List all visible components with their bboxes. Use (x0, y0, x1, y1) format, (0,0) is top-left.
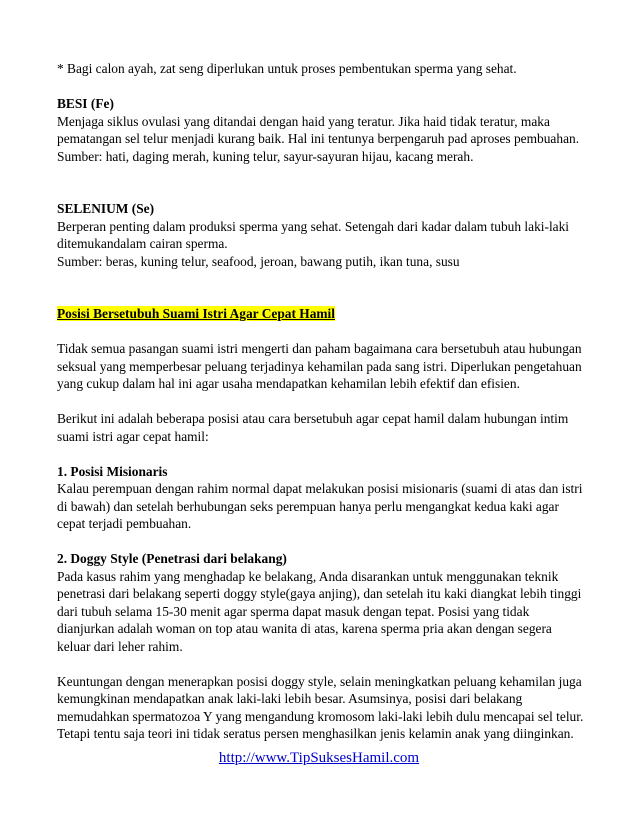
section-para-1: Tidak semua pasangan suami istri mengerti dan paham bagaimana cara bersetubuh atau hubungan seksual yang memperbesar peluang terjadinya kehamilan pada sang istri. Diperlukan pengetahuan yang cukup dalam hal ini agar usaha mendapatkan kehamilan lebih efektif dan efisien. (57, 341, 582, 391)
position-2-body: Pada kasus rahim yang menghadap ke belakang, Anda disarankan untuk menggunakan teknik penetrasi dari belakang seperti doggy style(gaya anjing), dan setelah itu kaki diangkat lebih tinggi dari tubuh selama 15-30 menit agar sperma dapat masuk dengan tepat. Posisi yang tidak dianjurkan adalah woman on top atau wanita di atas, karena sperma pria akan dengan segera keluar dari leher rahim. (57, 568, 582, 654)
footer (0, 749, 638, 767)
besi-body: Menjaga siklus ovulasi yang ditandai dengan haid yang teratur. Jika haid tidak teratur, maka pematangan sel telur menjadi kurang baik. Hal ini tentunya berpengaruh pad aproses pembuahan. (57, 113, 580, 146)
position-2-heading: 2. Doggy Style (Penetrasi dari belakang) (57, 551, 287, 566)
position-1-heading: 1. Posisi Misionaris (57, 463, 168, 479)
position-2-extra: Keuntungan dengan menerapkan posisi doggy style, selain meningkatkan peluang kehamilan juga kemungkinan mendapatkan anak laki-laki lebih besar. Asumsinya, posisi dari belakang memudahkan spermatozoa Y yang mengandung kromosom laki-laki lebih dulu mencapai sel telur. Tetapi tentu saja teori ini tidak seratus persen menghasilkan jenis kelamin anak yang diinginkan. (57, 673, 584, 741)
section-title-highlight: Posisi Bersetubuh Suami Istri Agar Cepat Hamil (57, 306, 335, 321)
selenium-source: Sumber: beras, kuning telur, seafood, jeroan, bawang putih, ikan tuna, susu (57, 253, 460, 269)
footer-link[interactable]: http://www.TipSuksesHamil.com (218, 750, 420, 766)
besi-source: Sumber: hati, daging merah, kuning telur, sayur-sayuran hijau, kacang merah. (57, 148, 474, 164)
selenium-heading: SELENIUM (Se) (57, 201, 155, 216)
position-1-body: Kalau perempuan dengan rahim normal dapat melakukan posisi misionaris (suami di atas dan istri di bawah) dan setelah berhubungan seks perempuan hanya perlu mengangkat kedua kaki agar cepat terjadi pembuahan. (57, 481, 583, 531)
selenium-body: Berperan penting dalam produksi sperma yang sehat. Setengah dari kadar dalam tubuh laki-laki ditemukandalam cairan sperma. (57, 218, 570, 251)
document-body (57, 60, 587, 743)
section-title (57, 305, 587, 323)
besi-heading: BESI (Fe) (57, 96, 114, 111)
intro-line: * Bagi calon ayah, zat seng diperlukan untuk proses pembentukan sperma yang sehat. (57, 61, 517, 76)
section-para-2: Berikut ini adalah beberapa posisi atau cara bersetubuh agar cepat hamil dalam hubungan intim suami istri agar cepat hamil: (57, 411, 569, 444)
